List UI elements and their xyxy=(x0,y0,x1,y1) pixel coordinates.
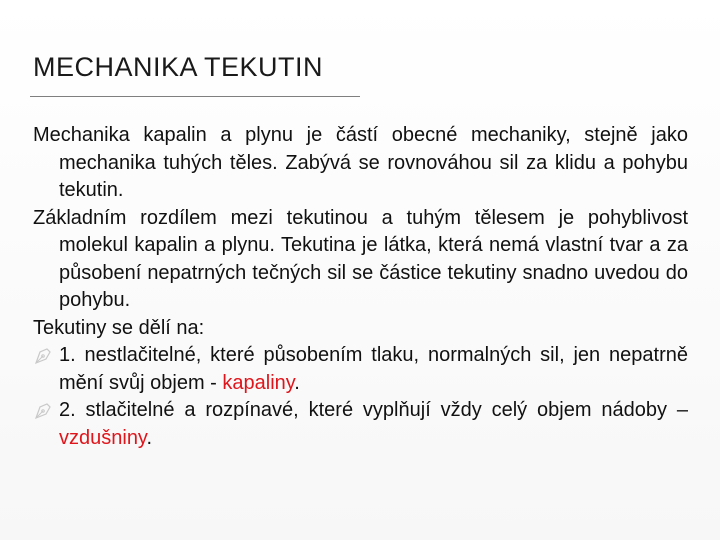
title-underline xyxy=(30,96,360,97)
pen-nib-icon xyxy=(34,402,52,420)
bullet-end: . xyxy=(146,426,153,449)
paragraph-intro: Mechanika kapalin a plynu je částí obecné mechaniky, stejně jako mechanika tuhých těles. Zabývá se rovnováhou sil za klidu a pohybu tekutin. xyxy=(33,124,688,201)
slide-body xyxy=(33,122,688,452)
bullet-text: 2. stlačitelné a rozpínavé, které vyplňují vždy celý objem nádoby – xyxy=(59,399,688,421)
highlight-term: vzdušniny xyxy=(59,426,147,449)
bullet-item-gases xyxy=(33,397,688,452)
slide-title: MECHANIKA TEKUTIN xyxy=(33,52,324,82)
bullet-item-liquids xyxy=(33,342,688,397)
bullet-text: 1. nestlačitelné, které působením tlaku, normalných sil, jen nepatrně mění svůj objem - xyxy=(59,344,688,394)
pen-nib-icon xyxy=(34,347,52,365)
paragraph-division: Tekutiny se dělí na: xyxy=(33,316,205,339)
highlight-term: kapaliny xyxy=(222,371,295,394)
bullet-end: . xyxy=(294,371,300,394)
paragraph-difference: Základním rozdílem mezi tekutinou a tuhým tělesem je pohyblivost molekul kapalin a plynu. Tekutina je látka, která nemá vlastní tvar a za působení nepatrných tečných sil se částice tekutiny snadno uvedou do pohybu. xyxy=(33,206,688,311)
